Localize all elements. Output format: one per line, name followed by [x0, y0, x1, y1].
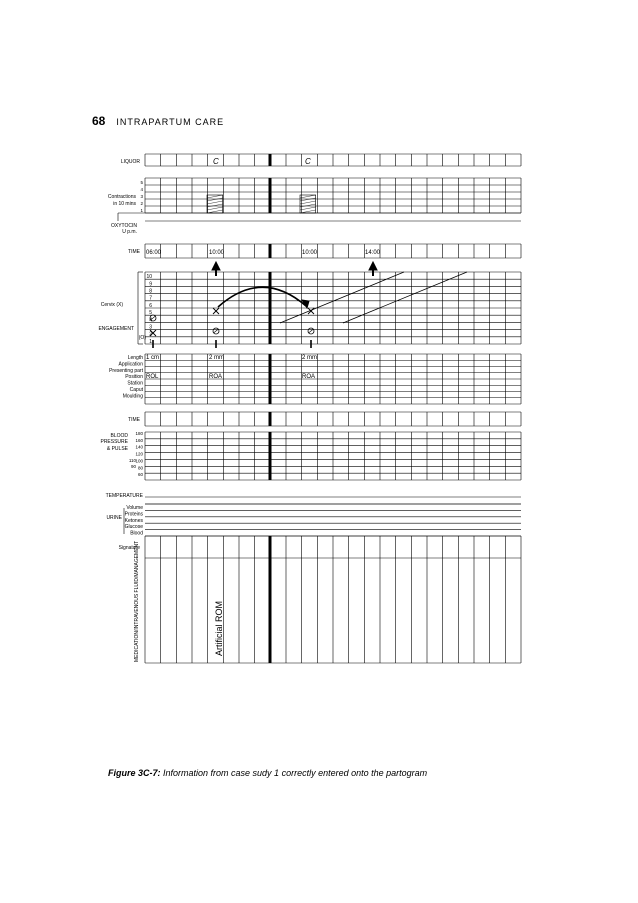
time2-label: TIME — [128, 417, 140, 423]
cervix-scale-tick: 8 — [149, 288, 152, 295]
bp-scale-tick: 160 — [135, 437, 143, 443]
presenting-label: Moulding — [122, 393, 143, 400]
bp-side-label: 110 — [128, 458, 136, 463]
length-entry: 2 mm — [209, 355, 224, 361]
signature-label: Signature — [118, 545, 140, 551]
urine-label: Glucose — [124, 524, 143, 531]
liquor-entry: C — [213, 157, 219, 166]
position-entry: ROL — [146, 373, 159, 380]
presenting-label: Position — [125, 374, 143, 381]
cervix-scale-tick: 1 — [149, 338, 152, 345]
liquor-label: LIQUOR — [120, 159, 140, 165]
contraction-scale-tick: 1 — [140, 207, 143, 213]
bp-label: BLOOD — [110, 433, 128, 439]
contraction-hatch — [207, 210, 223, 213]
temperature-label: TEMPERATURE — [105, 493, 143, 499]
contraction-hatch — [207, 207, 223, 210]
contraction-scale-tick: 5 — [140, 179, 143, 185]
time-entry: 06:00 — [146, 250, 162, 256]
time-entry: 10:00 — [209, 250, 225, 256]
contraction-hatch — [300, 204, 316, 207]
presenting-label: Length — [127, 355, 143, 361]
progress-arrow — [218, 287, 306, 307]
length-entry: 2 mm — [302, 355, 317, 361]
contractions-label-2: in 10 mins — [113, 201, 136, 207]
urine-label-main: URINE — [106, 515, 122, 521]
cervix-scale-tick: 2 — [149, 331, 152, 338]
bp-label: PRESSURE — [100, 439, 128, 445]
contraction-hatch — [300, 210, 316, 213]
presenting-label: Caput — [129, 387, 143, 393]
cervix-scale-tick: 5 — [149, 310, 152, 317]
contraction-hatch — [207, 201, 223, 204]
medication-label: MEDICATION/INTRAVENOUS FLUID/MANAGEMENT — [134, 540, 140, 662]
bp-scale-tick: 100 — [135, 458, 143, 464]
page-number: 68 — [92, 114, 106, 128]
contraction-hatch — [300, 195, 316, 198]
figure-caption — [108, 768, 427, 778]
presenting-label: Presenting part — [109, 367, 143, 374]
urine-label: Volume — [126, 505, 143, 511]
management-note: Artificial ROM — [214, 600, 224, 656]
bp-label: & PULSE — [106, 446, 128, 452]
time-entry: 14:00 — [365, 250, 381, 256]
bp-scale-tick: 140 — [135, 444, 143, 450]
position-entry: ROA — [209, 373, 223, 380]
liquor-entry: C — [305, 157, 311, 166]
bp-scale-tick: 120 — [135, 451, 143, 457]
cervix-scale-tick: 9 — [149, 281, 152, 288]
urine-label: Ketones — [124, 517, 143, 524]
urine-label: Blood — [130, 530, 143, 537]
cervix-scale-tick: 7 — [149, 295, 152, 302]
engagement-mark: (O) — [138, 335, 146, 341]
contraction-hatch — [207, 198, 223, 201]
bp-side-label: 90 — [130, 464, 136, 469]
cervix-scale-tick: 6 — [149, 302, 152, 309]
oxytocin-units: U p.m. — [122, 229, 137, 235]
contraction-scale-tick: 2 — [140, 200, 143, 206]
urine-label: Proteins — [124, 511, 143, 518]
bp-scale-tick: 60 — [137, 472, 143, 478]
position-entry: ROA — [302, 373, 316, 380]
contraction-hatch — [207, 195, 223, 198]
oxytocin-label: OXYTOCIN — [110, 223, 137, 229]
engagement-label: ENGAGEMENT — [98, 326, 134, 332]
contractions-label: Contractions — [107, 194, 136, 200]
contraction-hatch — [300, 198, 316, 201]
cervix-scale-tick: 10 — [146, 274, 152, 281]
contraction-scale-tick: 3 — [140, 193, 143, 199]
time-entry: 10:00 — [302, 250, 318, 256]
cervix-scale-tick: 4 — [149, 317, 152, 324]
cervix-label: Cervix (X) — [100, 302, 123, 308]
time-label: TIME — [128, 249, 140, 255]
running-title: INTRAPARTUM CARE — [116, 117, 225, 127]
cervix-scale-tick: 3 — [149, 324, 152, 331]
bp-scale-tick: 80 — [137, 465, 143, 471]
caption-text: Information from case sudy 1 correctly entered onto the partogram — [160, 768, 428, 778]
contraction-hatch — [207, 204, 223, 207]
length-entry: 1 cm — [146, 355, 160, 361]
presenting-label: Station — [127, 380, 143, 387]
contraction-hatch — [300, 207, 316, 210]
contraction-hatch — [300, 201, 316, 204]
caption-label: Figure 3C-7: — [108, 768, 161, 778]
presenting-label: Application — [118, 361, 143, 368]
bp-scale-tick: 180 — [135, 431, 143, 436]
contraction-scale-tick: 4 — [140, 186, 143, 192]
